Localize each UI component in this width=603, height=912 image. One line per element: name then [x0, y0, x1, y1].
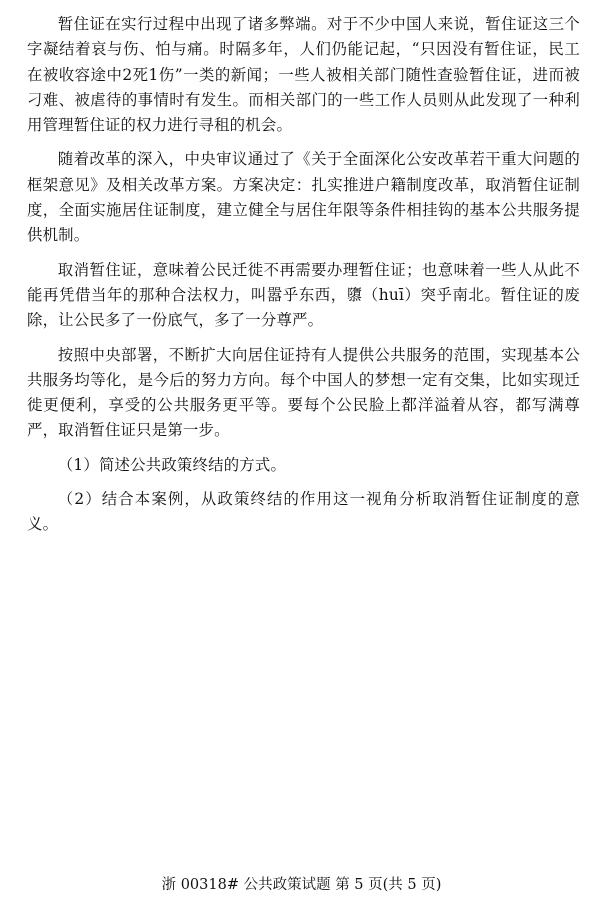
paragraph-3: 取消暂住证，意味着公民迁徙不再需要办理暂住证；也意味着一些人从此不能再凭借当年的那种合法权力，叫嚣乎东西，隳（huī）突乎南北。暂住证的废除，让公民多了一份底气，多了一分尊严。 — [27, 260, 580, 330]
page-footer: 浙 00318# 公共政策试题 第 5 页(共 5 页) — [161, 877, 442, 893]
question-2: （2）结合本案例，从政策终结的作用这一视角分析取消暂住证制度的意义。 — [27, 490, 580, 534]
paragraph-2: 随着改革的深入，中央审议通过了《关于全面深化公安改革若干重大问题的框架意见》及相关改革方案。方案决定：扎实推进户籍制度改革，取消暂住证制度，全面实施居住证制度，建立健全与居住年限等条件相挂钩的基本公共服务提供机制。 — [27, 150, 580, 245]
paragraph-1: 暂住证在实行过程中出现了诸多弊端。对于不少中国人来说，暂住证这三个字凝结着哀与伤、怕与痛。时隔多年，人们仍能记起，“只因没有暂住证，民工在被收容途中2死1伤”一类的新闻；一些人被相关部门随性查验暂住证，进而被刁难、被虐待的事情时有发生。而相关部门的一些工作人员则从此发现了一种利用管理暂住证的权力进行寻租的机会。 — [27, 15, 580, 135]
question-1: （1）简述公共政策终结的方式。 — [57, 455, 287, 474]
paragraph-4: 按照中央部署，不断扩大向居住证持有人提供公共服务的范围，实现基本公共服务均等化，是今后的努力方向。每个中国人的梦想一定有交集，比如实现迁徙更便利，享受的公共服务更平等。要每个公民脸上都洋溢着从容，都写满尊严，取消暂住证只是第一步。 — [27, 345, 580, 440]
case-text — [27, 12, 580, 547]
